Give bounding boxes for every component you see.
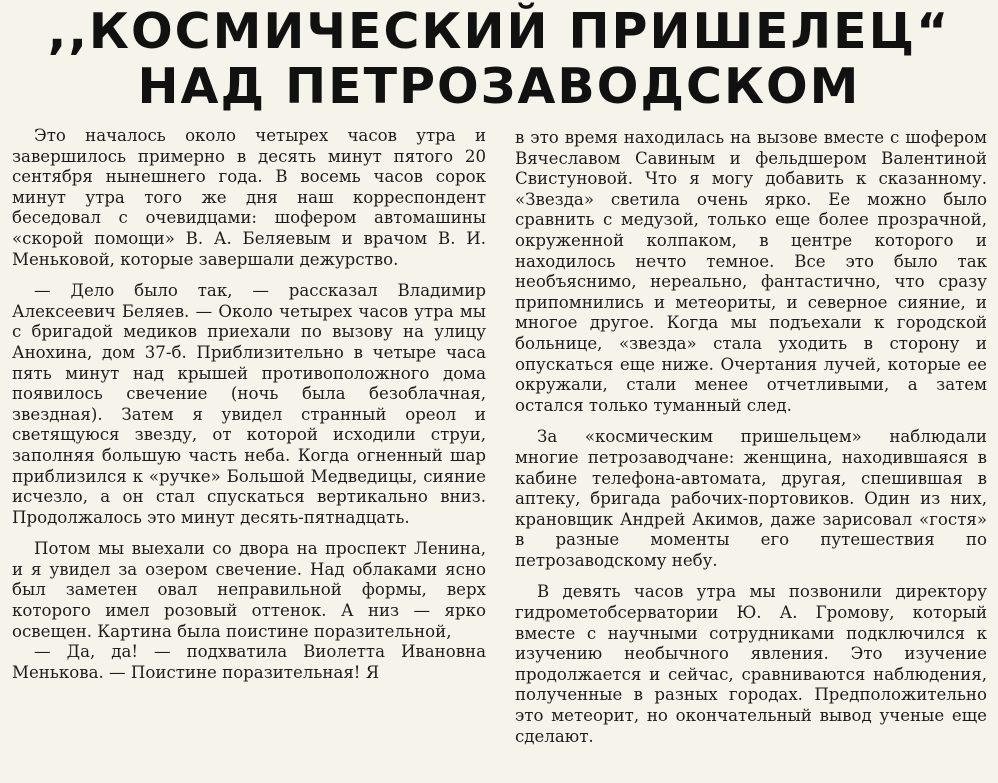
headline xyxy=(0,4,998,114)
right-paragraph-3: В девять часов утра мы позвонили директору гидрометобсерватории Ю. А. Громову, который вместе с научными сотрудниками подключился к изучению необычного явления. Это изучение продолжается и сейчас, сравниваются наблюдения, полученные в разных городах. Предположительно это метеорит, но окончательный вывод ученые еще сделают. xyxy=(515,582,987,746)
right-paragraph-2: За «космическим пришельцем» наблюдали многие петрозаводчане: женщина, находившаяся в кабине телефона-автомата, другая, спешившая в аптеку, бригада рабочих-портовиков. Один из них, крановщик Андрей Акимов, даже зарисовал «гостя» в разные моменты его путешествия по петрозаводскому небу. xyxy=(515,427,987,570)
headline-line-2: НАД ПЕТРОЗАВОДСКОМ xyxy=(137,58,861,115)
left-paragraph-1: Это началось около четырех часов утра и завершилось примерно в десять минут пятого 20 сентября нынешнего года. В восемь часов сорок минут утра того же дня наш корреспондент беседовал с очевидцами: шофером автомашины «скорой помощи» В. А. Беляевым и врачом В. И. Меньковой, которые завершали дежурство. xyxy=(12,126,486,269)
right-column xyxy=(515,128,987,758)
left-paragraph-2: — Дело было так, — рассказал Владимир Алексеевич Беляев. — Около четырех часов утра мы с бригадой медиков приехали по вызову на улицу Анохина, дом 37-б. Приблизительно в четыре часа пять минут над крышей противоположного дома появилось свечение (ночь была безоблачная, звездная). Затем я увидел странный ореол и светящуюся звезду, от которой исходили струи, заполняя большую часть неба. Когда огненный шар приблизился к «ручке» Большой Медведицы, сияние исчезло, а он стал спускаться вертикально вниз. Продолжалось это минут десять-пятнадцать. xyxy=(12,281,486,527)
left-column xyxy=(12,126,486,683)
left-paragraph-4: — Да, да! — подхватила Виолетта Ивановна Менькова. — Поистине поразительная! Я xyxy=(12,642,486,682)
headline-line-1: ,,КОСМИЧЕСКИЙ ПРИШЕЛЕЦ“ xyxy=(47,3,951,60)
right-paragraph-1: в это время находилась на вызове вместе с шофером Вячеславом Савиным и фельдшером Валентиной Свистуновой. Что я могу добавить к сказанному. «Звезда» светила очень ярко. Ее можно было сравнить с медузой, только еще более прозрачной, окруженной колпаком, в центре которого и находилось нечто темное. Все это было так необъяснимо, нереально, фантастично, что сразу припомнились и метеориты, и северное сияние, и многое другое. Когда мы подъехали к городской больнице, «звезда» стала уходить в сторону и опускаться еще ниже. Очертания лучей, которые ее окружали, стали менее отчетливыми, а затем остался только туманный след. xyxy=(515,128,987,415)
left-paragraph-3: Потом мы выехали со двора на проспект Ленина, и я увидел за озером свечение. Над облаками ясно был заметен овал неправильной формы, верх которого имел розовый оттенок. А низ — ярко освещен. Картина была поистине поразительной, xyxy=(12,539,486,641)
